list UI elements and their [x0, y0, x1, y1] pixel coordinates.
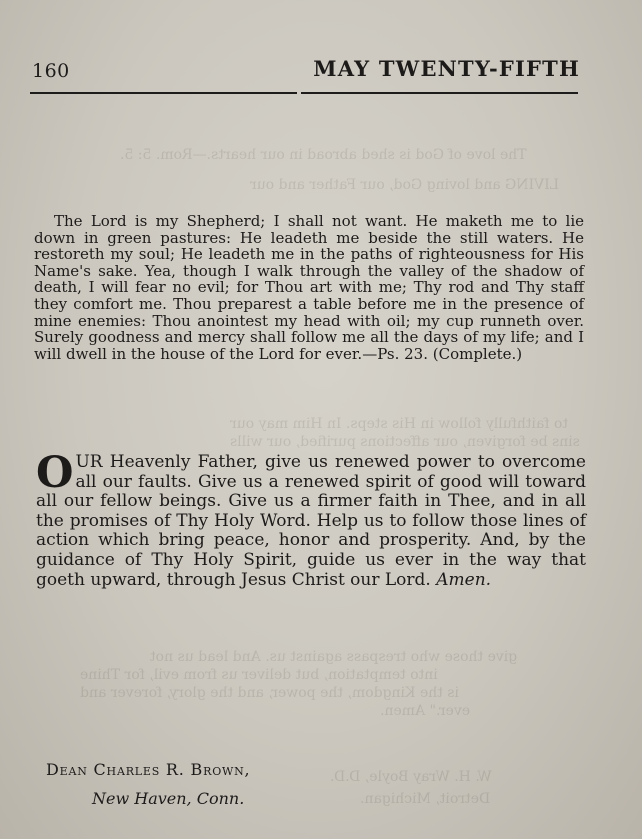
- header-rule: [30, 92, 578, 94]
- bleed-through-text: sins be forgiven, our affections purified, our wills: [230, 434, 580, 450]
- date-title: MAY TWENTY-FIFTH: [313, 56, 580, 81]
- bleed-through-text: give those who trespass against us. And lead us not: [150, 649, 518, 665]
- author-location: New Haven, Conn.: [92, 789, 245, 808]
- header-rule-break: [297, 91, 301, 95]
- scripture-passage: [34, 213, 584, 362]
- bleed-through-text: W. H. Wray Boyle, D.D.: [330, 769, 492, 785]
- bleed-through-text: The love of God is shed abroad in our hearts.—Rom. 5: 5.: [120, 147, 527, 163]
- page-number: 160: [32, 60, 70, 82]
- drop-cap-letter: O: [36, 448, 74, 498]
- bleed-through-text: LIVING and loving God, our Father and our: [250, 177, 560, 193]
- page-header: [30, 56, 580, 86]
- bleed-through-text: Detroit, Michigan.: [360, 791, 491, 807]
- bleed-through-text: into temptation, but deliver us from evil, for Thine: [80, 667, 438, 683]
- prayer-text: UR Heavenly Father, give us renewed power to overcome all our faults. Give us a renewed spirit of good will toward all our fellow beings. Give us a firmer faith in Thee, and in all the promises of Thy Holy Word. Help us to follow those lines of action which bring peace, honor and prosperity. And, by the guidance of Thy Holy Spirit, guide us ever in the way that goeth upward, through Jesus Christ our Lord.: [36, 452, 586, 590]
- attribution: [46, 760, 366, 810]
- prayer-amen: Amen.: [436, 569, 492, 590]
- prayer-paragraph: [36, 448, 586, 590]
- scripture-text: The Lord is my Shepherd; I shall not want. He maketh me to lie down in green pastures: He leadeth me beside the still waters. He restoreth my soul; He leadeth me in the paths of righteousness for His Name's sake. Yea, though I walk through the valley of the shadow of death, I will fear no evil; for Thou art with me; Thy rod and Thy staff they comfort me. Thou preparest a table before me in the presence of mine enemies: Thou anointest my head with oil; my cup runneth over. Surely goodness and mercy shall follow me all the days of my life; and I will dwell in the house of the Lord for ever.—Ps. 23. (Complete.): [34, 212, 584, 363]
- bleed-through-text: to faithfully follow in His steps. In Him may our: [230, 416, 569, 432]
- author-name: Dean Charles R. Brown,: [46, 760, 251, 779]
- bleed-through-text: is the Kingdom, the power, and the glory, forever and: [80, 685, 459, 701]
- bleed-through-text: ever." Amen.: [380, 703, 471, 719]
